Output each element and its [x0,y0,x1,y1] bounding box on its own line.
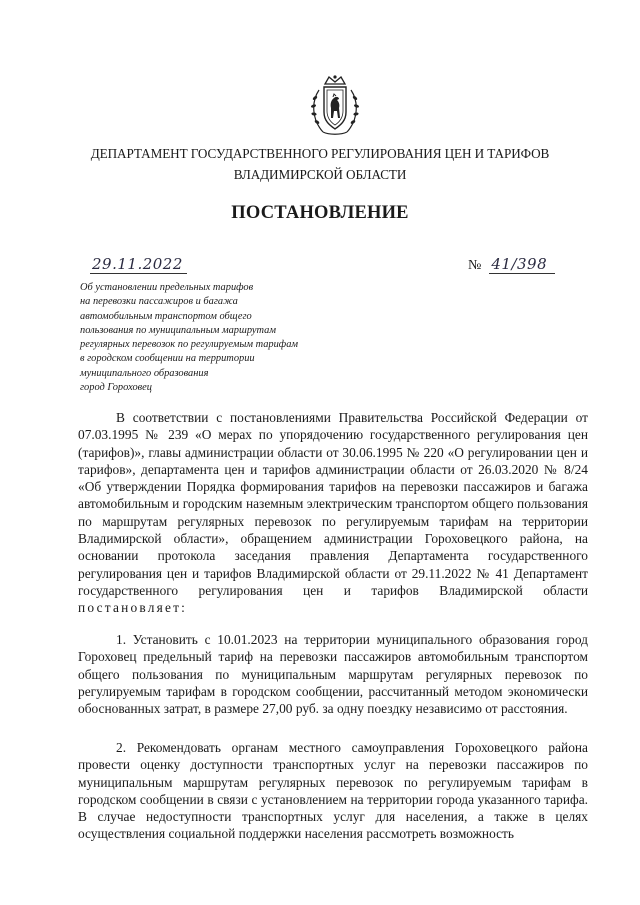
document-subject [80,281,380,395]
number-sign: № [468,258,482,273]
resolves-word: постановляет: [78,600,188,616]
department-name-line2: ВЛАДИМИРСКОЙ ОБЛАСТИ [233,167,407,182]
coat-of-arms-icon [309,74,361,140]
document-date: 29.11.2022 [90,255,187,274]
document-type-title: ПОСТАНОВЛЕНИЕ [231,203,409,223]
subject-line: автомобильным транспортом общего [80,310,252,322]
department-name-line1: ДЕПАРТАМЕНТ ГОСУДАРСТВЕННОГО РЕГУЛИРОВАНИЯ ЦЕН И ТАРИФОВ [90,146,550,161]
subject-line: на перевозки пассажиров и багажа [80,296,238,308]
item-2-paragraph: 2. Рекомендовать органам местного самоуправления Гороховецкого района провести оценку доступности транспортных услуг на перевозки пассажиров по муниципальным маршрутам регулярных перевозок по регулируемым тарифам в городском сообщении в связи с установлением на территории города указанного тарифа. В случае недоступности транспортных услуг для населения, а также в целях осуществления социальной поддержки населения рассмотреть возможность [78,740,588,842]
preamble-text: В соответствии с постановлениями Правительства Российской Федерации от 07.03.1995 № 239 «О мерах по упорядочению государственного регулирования цен (тарифов)», главы администрации области от 30.06.1995 № 220 «О регулировании цен и тарифов», департамента цен и тарифов администрации области от 26.03.2020 № 8/24 «Об утверждении Порядка формирования тарифов на перевозки пассажиров и багажа автомобильным и городским наземным электрическим транспортом общего пользования по маршрутам регулярных перевозок по регулируемым тарифам на территории Владимирской области», обращением администрации Гороховецкого района, на основании протокола заседания правления Департамента государственного регулирования цен и тарифов Владимирской области от 29.11.2022 № 41 Департамент государственного регулирования цен и тарифов Владимирской области [78,410,588,598]
preamble-paragraph [78,409,588,617]
subject-line: Об установлении предельных тарифов [80,282,254,293]
subject-line: город Гороховец [80,382,152,394]
subject-line: муниципального образования [80,367,209,379]
item-1-paragraph: 1. Установить с 10.01.2023 на территории муниципального образования город Гороховец предельный тариф на перевозки пассажиров автомобильным транспортом общего пользования по муниципальным маршрутам регулярных перевозок по регулируемым тарифам в городском сообщении, рассчитанный методом экономически обоснованных затрат, в размере 27,00 руб. за одну поездку независимо от расстояния. [78,632,588,717]
subject-line: в городском сообщении на территории [80,353,255,365]
subject-line: регулярных перевозок по регулируемым тарифам [80,339,299,351]
subject-line: пользования по муниципальным маршрутам [80,324,276,336]
document-number [468,256,555,274]
number-value: 41/398 [489,256,555,274]
